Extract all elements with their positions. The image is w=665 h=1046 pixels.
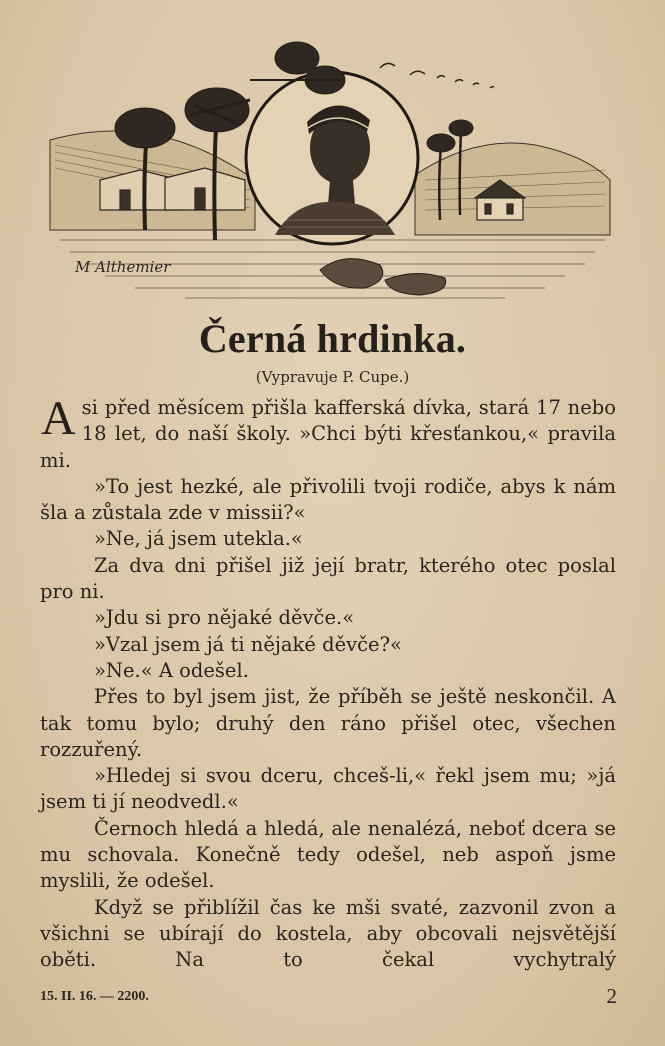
article-subtitle: (Vypravuje P. Cupe.) bbox=[255, 368, 410, 386]
article-title: Černá hrdinka. bbox=[198, 316, 467, 361]
paragraph-7: »Ne.« A odešel. bbox=[94, 658, 249, 682]
page-number: 2 bbox=[606, 984, 617, 1008]
paragraph-3: »Ne, já jsem utekla.« bbox=[94, 527, 303, 551]
paragraph-1 bbox=[40, 392, 616, 474]
paragraph-11: Když se přiblížil čas ke mši svaté, zazvonil zvon a všichni se ubírají do kostela, aby obcovali nejsvětější oběti. Na to čekal vychytralý bbox=[40, 895, 616, 972]
engraving-illustration bbox=[45, 30, 620, 315]
birds bbox=[380, 63, 494, 88]
paragraph-4: Za dva dni přišel již její bratr, kterého otec poslal pro ni. bbox=[40, 553, 616, 604]
printer-signature-mark: 15. II. 16. — 2200. bbox=[40, 989, 149, 1004]
paragraph-8: Přes to byl jsem jist, že příběh se ještě neskončil. A tak tomu bylo; druhý den ráno přišel otec, všechen rozzuřený. bbox=[40, 685, 616, 761]
paragraph-9: »Hledej si svou dceru, chceš-li,« řekl jsem mu; »já jsem ti jí neodvedl.« bbox=[40, 764, 616, 814]
artist-signature: M Althemier bbox=[75, 258, 171, 276]
drop-cap: A bbox=[41, 392, 76, 445]
paragraph-text: si před měsícem přišla kafferská dívka, stará 17 nebo 18 let, do naší školy. »Chci býti křesťankou,« pravila mi. bbox=[40, 396, 616, 472]
paragraph-5: »Jdu si pro nějaké děvče.« bbox=[94, 606, 355, 630]
paragraph-2: »To jest hezké, ale přivolili tvoji rodiče, abys k nám šla a zůstala zde v missii?« bbox=[40, 474, 616, 525]
paragraph-10: Černoch hledá a hledá, ale nenalézá, neboť dcera se mu schovala. Konečně tedy odešel, neb aspoň jsme myslili, že odešel. bbox=[40, 816, 616, 893]
article-body bbox=[40, 392, 616, 974]
paragraph-6: »Vzal jsem já ti nějaké děvče?« bbox=[94, 632, 402, 656]
